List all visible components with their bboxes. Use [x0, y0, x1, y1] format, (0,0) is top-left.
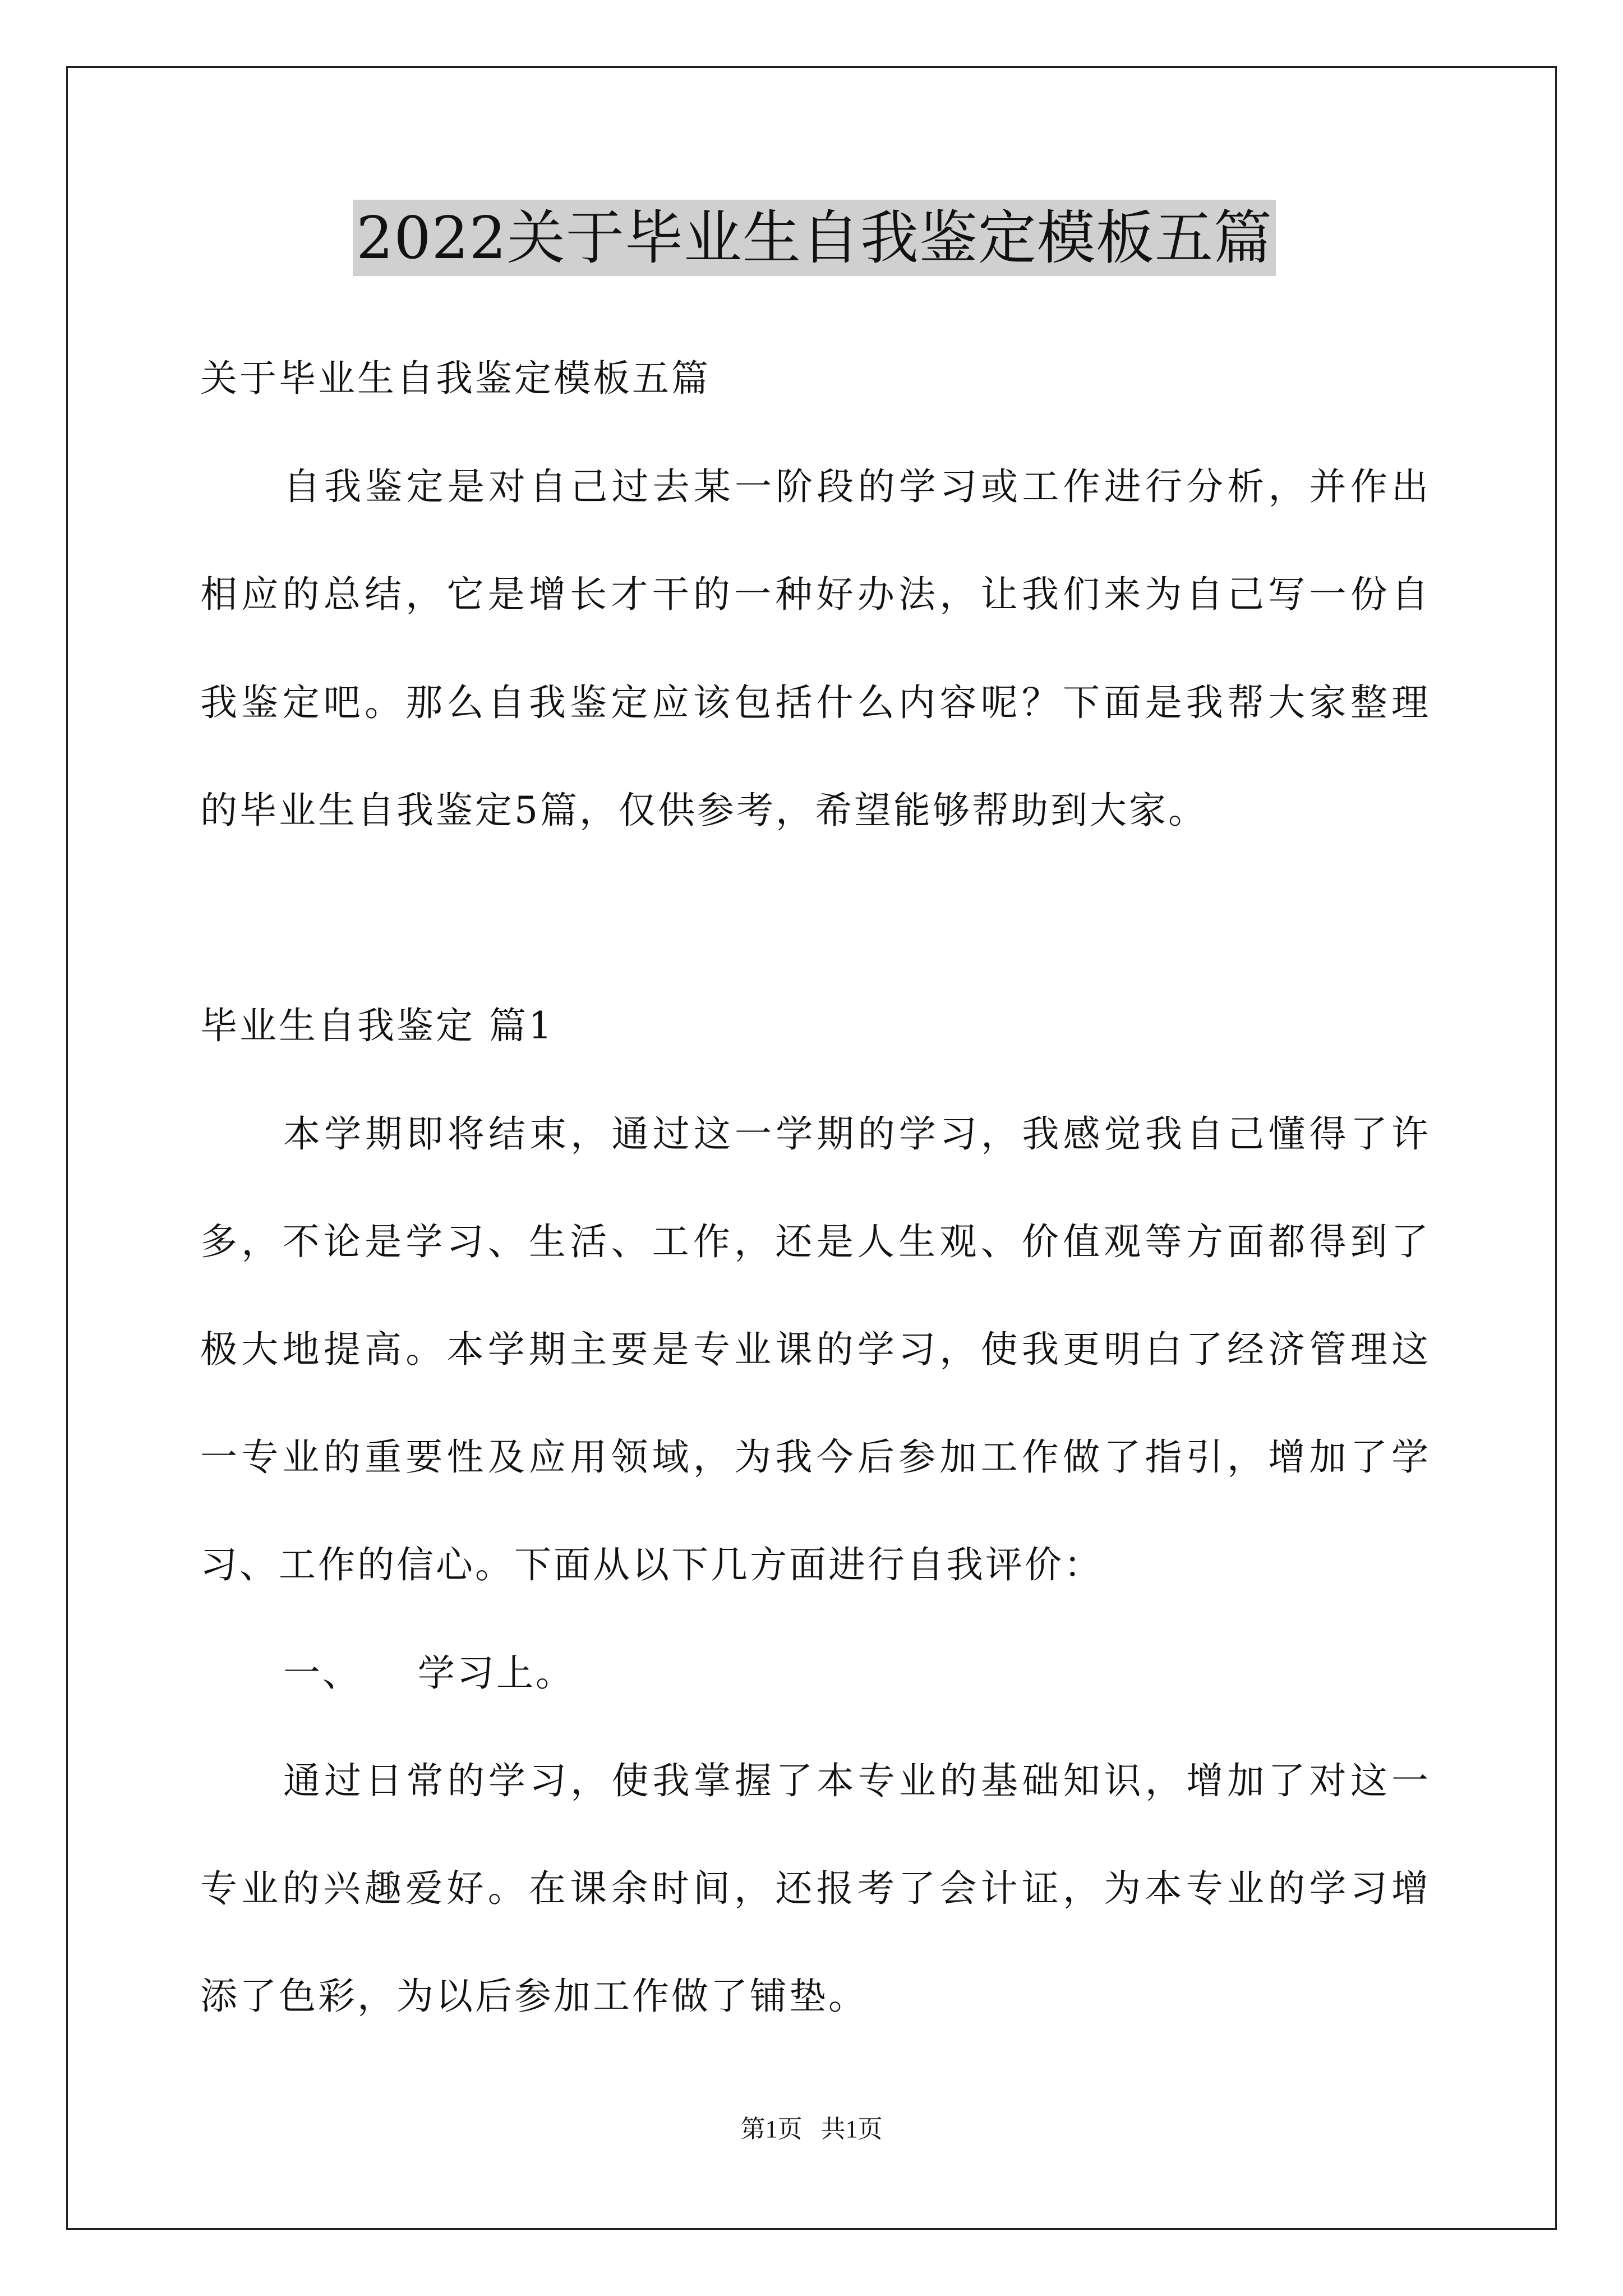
section1-line-1: 本学期即将结束，通过这一学期的学习，我感觉我自己懂得了许 [283, 1112, 1428, 1156]
intro-line-4: 的毕业生自我鉴定5篇，仅供参考，希望能够帮助到大家。 [200, 789, 1207, 832]
section1-line-5: 习、工作的信心。下面从以下几方面进行自我评价： [200, 1543, 1103, 1586]
section1-line-3: 极大地提高。本学期主要是专业课的学习，使我更明白了经济管理这 [200, 1328, 1428, 1371]
item1-line-2: 专业的兴趣爱好。在课余时间，还报考了会计证，为本专业的学习增 [200, 1867, 1428, 1910]
intro-line-2: 相应的总结，它是增长才干的一种好办法，让我们来为自己写一份自 [200, 573, 1428, 616]
document-title: 2022关于毕业生自我鉴定模板五篇 [353, 200, 1276, 276]
section1-line-4: 一专业的重要性及应用领域，为我今后参加工作做了指引，增加了学 [200, 1435, 1428, 1479]
intro-line-3: 我鉴定吧。那么自我鉴定应该包括什么内容呢？下面是我帮大家整理 [200, 681, 1428, 724]
title-container [200, 200, 1428, 276]
item1-line-3: 添了色彩，为以后参加工作做了铺垫。 [200, 1975, 868, 2018]
section1-heading: 毕业生自我鉴定 篇1 [200, 1004, 554, 1047]
page-footer: 第1页 共1页 [740, 2115, 883, 2143]
document-subtitle: 关于毕业生自我鉴定模板五篇 [200, 357, 711, 400]
item1-heading: 一、 学习上。 [283, 1651, 575, 1695]
intro-line-1: 自我鉴定是对自己过去某一阶段的学习或工作进行分析，并作出 [283, 465, 1428, 508]
item1-line-1: 通过日常的学习，使我掌握了本专业的基础知识，增加了对这一 [283, 1759, 1428, 1802]
section1-line-2: 多，不论是学习、生活、工作，还是人生观、价值观等方面都得到了 [200, 1220, 1428, 1263]
